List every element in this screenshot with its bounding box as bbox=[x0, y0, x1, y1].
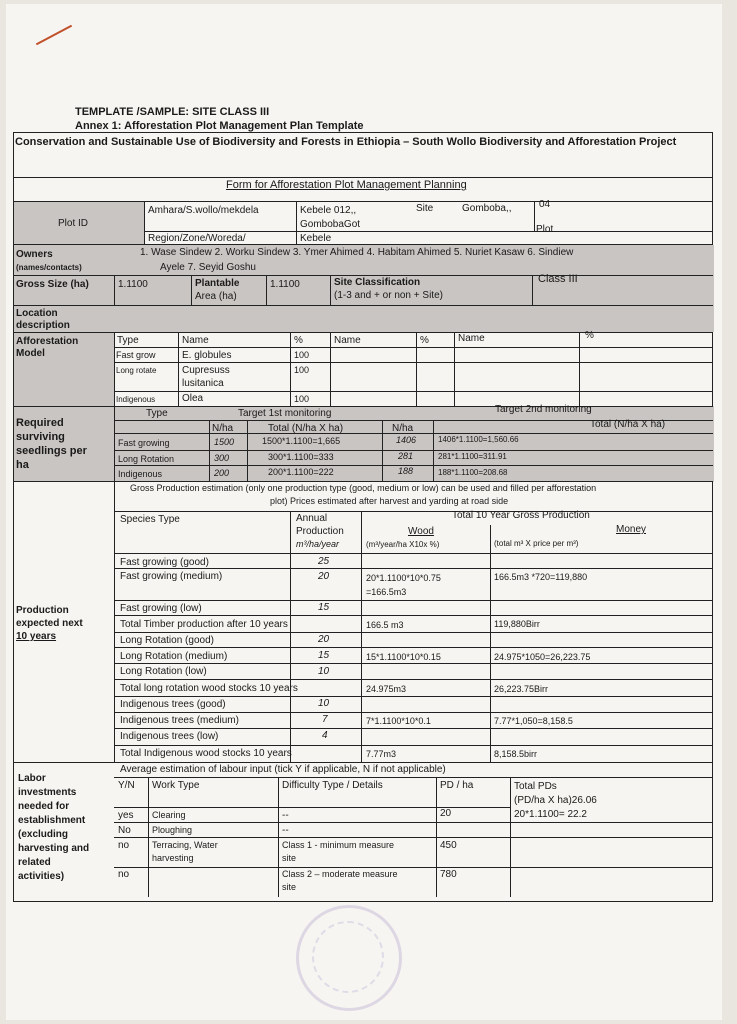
plot-site-label: Site bbox=[416, 203, 434, 214]
labor-label-7: related bbox=[18, 857, 51, 868]
owners-line2: Ayele 7. Seyid Goshu bbox=[160, 262, 256, 273]
required-label-3: seedlings per bbox=[16, 445, 87, 457]
rule bbox=[14, 762, 713, 763]
rule bbox=[114, 712, 713, 713]
labor-label-8: activities) bbox=[18, 871, 65, 882]
production-annual: 20 bbox=[318, 634, 330, 645]
production-row: Indigenous trees (good) bbox=[120, 699, 226, 710]
production-label-3: 10 years bbox=[16, 631, 57, 642]
production-money: 166.5m3 *720=119,880 bbox=[494, 572, 588, 582]
rule bbox=[14, 332, 713, 333]
annex-heading: Annex 1: Afforestation Plot Management Plan Template bbox=[75, 120, 364, 132]
rule bbox=[114, 632, 713, 633]
rule bbox=[114, 553, 713, 554]
species-header: Species Type bbox=[120, 514, 180, 525]
rule bbox=[191, 275, 192, 305]
labor-yn: No bbox=[118, 825, 131, 836]
rule bbox=[114, 867, 713, 868]
plot-kebele: Kebele 012,, bbox=[300, 205, 357, 216]
required-t2: 188*1.1100=208.68 bbox=[438, 468, 508, 477]
model-name: Cupresuss bbox=[182, 365, 230, 376]
production-money: 24.975*1050=26,223.75 bbox=[494, 652, 591, 662]
total-header: Total (N/ha X ha) bbox=[268, 423, 344, 434]
gross-value: 1.1100 bbox=[118, 279, 148, 290]
rule bbox=[490, 525, 491, 762]
rule bbox=[454, 332, 455, 406]
production-row: Long Rotation (low) bbox=[120, 666, 207, 677]
rule bbox=[14, 275, 713, 276]
labor-pd: 780 bbox=[440, 869, 457, 880]
production-wood: 7.77m3 bbox=[366, 749, 397, 759]
rule bbox=[14, 481, 713, 482]
model-name-cont: lusitanica bbox=[182, 378, 224, 389]
required-t1: 300*1.1100=333 bbox=[268, 452, 334, 462]
required-label-2: surviving bbox=[16, 431, 65, 443]
plantable-label: Plantable bbox=[195, 278, 240, 289]
required-label-4: ha bbox=[16, 459, 29, 471]
rule bbox=[290, 332, 291, 406]
site-class-label: Site Classification bbox=[334, 277, 421, 288]
required-label-1: Required bbox=[16, 417, 64, 429]
rule bbox=[209, 420, 210, 481]
rule bbox=[114, 728, 713, 729]
production-label-1: Production bbox=[16, 605, 69, 616]
nha-header: N/ha bbox=[212, 423, 234, 434]
labor-yn: yes bbox=[118, 810, 134, 821]
labor-total-formula: (PD/ha X ha)26.06 bbox=[514, 795, 597, 806]
production-note-2: plot) Prices estimated after harvest and yarding at road side bbox=[270, 496, 509, 506]
required-n1: 1500 bbox=[214, 437, 235, 447]
model-type: Long rotate bbox=[116, 366, 157, 375]
labor-label-6: harvesting and bbox=[18, 843, 90, 854]
shade-location bbox=[14, 305, 714, 332]
required-t2: 281*1.1100=311.91 bbox=[438, 452, 507, 461]
model-col-pct-3: % bbox=[585, 330, 594, 341]
labor-label-1: Labor bbox=[18, 773, 46, 784]
plot-number: 04 bbox=[539, 199, 551, 210]
nha-header-2: N/ha bbox=[392, 423, 414, 434]
production-wood: 166.5 m3 bbox=[366, 620, 404, 630]
labor-label-2: investments bbox=[18, 787, 77, 798]
plot-location-label: Region/Zone/Woreda/ bbox=[148, 233, 246, 244]
production-row: Indigenous trees (low) bbox=[120, 731, 219, 742]
target1-header: Target 1st monitoring bbox=[238, 408, 332, 419]
required-t1: 1500*1.1100=1,665 bbox=[262, 436, 341, 446]
required-t2: 1406*1.1100=1,560.66 bbox=[438, 435, 519, 444]
plot-kebele-label: Kebele bbox=[300, 233, 332, 244]
rule bbox=[114, 615, 713, 616]
labor-difficulty: Class 1 - minimum measure bbox=[282, 840, 395, 850]
rule bbox=[114, 450, 713, 451]
production-annual: 15 bbox=[318, 602, 330, 613]
model-type: Indigenous bbox=[116, 395, 156, 404]
required-type-header: Type bbox=[146, 408, 168, 419]
rule bbox=[579, 332, 580, 406]
labor-total-value: 20*1.1100= 22.2 bbox=[514, 809, 587, 820]
production-wood: 20*1.1100*10*0.75 bbox=[366, 573, 441, 583]
rule bbox=[114, 568, 713, 569]
rule bbox=[278, 777, 279, 897]
rule bbox=[433, 420, 434, 481]
plantable-unit: Area (ha) bbox=[195, 291, 237, 302]
rule bbox=[114, 837, 713, 838]
labor-work: Terracing, Water bbox=[152, 840, 218, 850]
site-class-value: Class III bbox=[538, 273, 578, 285]
required-n2: 281 bbox=[398, 451, 414, 461]
rule bbox=[114, 362, 713, 363]
labor-pd: 450 bbox=[440, 840, 457, 851]
rule bbox=[114, 822, 713, 823]
labor-label-4: establishment bbox=[18, 815, 86, 826]
production-annual: 20 bbox=[318, 571, 330, 582]
production-label-2: expected next bbox=[16, 618, 83, 629]
labor-difficulty-header: Difficulty Type / Details bbox=[282, 780, 383, 791]
labor-difficulty-cont: site bbox=[282, 882, 297, 892]
rule bbox=[361, 511, 362, 762]
labor-total-header: Total PDs bbox=[514, 781, 557, 792]
annual-unit: m³/ha/year bbox=[296, 539, 340, 549]
rule bbox=[382, 420, 383, 481]
rule bbox=[114, 777, 713, 778]
wood-unit: (m³/year/ha X10x %) bbox=[366, 540, 440, 549]
rule bbox=[114, 647, 713, 648]
rule bbox=[114, 347, 713, 348]
labor-work-header: Work Type bbox=[152, 780, 200, 791]
production-row: Fast growing (medium) bbox=[120, 571, 223, 582]
rule bbox=[114, 433, 713, 434]
owners-line1: 1. Wase Sindew 2. Worku Sindew 3. Ymer Ahimed 4. Habitam Ahimed 5. Nuriet Kasaw 6. Sindiew bbox=[140, 247, 574, 258]
rule bbox=[296, 201, 297, 244]
labor-yn-header: Y/N bbox=[118, 780, 135, 791]
plantable-value: 1.1100 bbox=[270, 279, 300, 290]
rule bbox=[114, 332, 115, 762]
annual-header: Annual bbox=[296, 513, 328, 524]
production-total-row: Total Indigenous wood stocks 10 years bbox=[120, 748, 292, 759]
required-type: Long Rotation bbox=[118, 454, 175, 464]
production-row: Fast growing (good) bbox=[120, 557, 209, 568]
labor-label-5: (excluding bbox=[18, 829, 69, 840]
rule bbox=[330, 332, 331, 406]
production-annual: 10 bbox=[318, 666, 330, 677]
labor-difficulty: -- bbox=[282, 810, 289, 821]
rule bbox=[532, 275, 533, 305]
rule bbox=[14, 201, 713, 202]
model-label2: Model bbox=[16, 348, 45, 359]
model-label: Afforestation bbox=[16, 336, 79, 347]
production-total-row: Total long rotation wood stocks 10 years bbox=[120, 683, 298, 694]
rule bbox=[114, 391, 713, 392]
required-n1: 200 bbox=[214, 468, 230, 478]
labor-difficulty: Class 2 – moderate measure bbox=[282, 869, 398, 879]
target2-header: Target 2nd monitoring bbox=[495, 404, 592, 415]
rule bbox=[144, 231, 713, 232]
rule bbox=[247, 420, 248, 481]
required-t1: 200*1.1100=222 bbox=[268, 467, 334, 477]
rule bbox=[114, 679, 713, 680]
production-money: 7.77*1,050=8,158.5 bbox=[494, 716, 573, 726]
money-header: Money bbox=[616, 524, 647, 535]
model-type: Fast grow bbox=[116, 350, 156, 360]
labor-yn: no bbox=[118, 869, 130, 880]
rule bbox=[144, 201, 145, 244]
location-label2: description bbox=[16, 320, 70, 331]
production-wood: 15*1.1100*10*0.15 bbox=[366, 652, 441, 662]
production-row: Long Rotation (good) bbox=[120, 635, 214, 646]
rule bbox=[114, 465, 713, 466]
annual-header-2: Production bbox=[296, 526, 344, 537]
labor-difficulty-cont: site bbox=[282, 853, 297, 863]
production-money: 119,880Birr bbox=[494, 619, 540, 629]
model-pct: 100 bbox=[294, 394, 310, 404]
production-row: Long Rotation (medium) bbox=[120, 651, 228, 662]
required-n1: 300 bbox=[214, 453, 230, 463]
production-total-row: Total Timber production after 10 years bbox=[120, 619, 288, 630]
labor-difficulty: -- bbox=[282, 825, 289, 836]
labor-pdha-header: PD / ha bbox=[440, 780, 474, 791]
model-col-name-2: Name bbox=[334, 335, 361, 346]
production-wood-2: =166.5m3 bbox=[366, 587, 407, 597]
production-note-1: Gross Production estimation (only one production type (good, medium or low) can be used and filled per afforestation bbox=[130, 483, 597, 493]
labor-note: Average estimation of labour input (tick Y if applicable, N if not applicable) bbox=[120, 764, 446, 775]
production-wood: 7*1.1100*10*0.1 bbox=[366, 716, 431, 726]
rule bbox=[290, 511, 291, 762]
official-stamp-inner bbox=[312, 921, 384, 993]
wood-header: Wood bbox=[408, 526, 434, 537]
production-money: 26,223.75Birr bbox=[494, 684, 549, 694]
rule bbox=[436, 777, 437, 897]
plot-kebele-name: GombobaGot bbox=[300, 219, 361, 230]
labor-pd: 20 bbox=[440, 808, 452, 819]
rule bbox=[114, 745, 713, 746]
production-annual: 15 bbox=[318, 650, 330, 661]
production-row: Fast growing (low) bbox=[120, 603, 202, 614]
labor-yn: no bbox=[118, 840, 130, 851]
rule bbox=[114, 275, 115, 305]
model-col-pct-2: % bbox=[420, 335, 429, 346]
rule bbox=[148, 777, 149, 897]
rule bbox=[330, 275, 331, 305]
money-unit: (total m³ X price per m³) bbox=[494, 539, 579, 548]
gross-label: Gross Size (ha) bbox=[16, 279, 89, 290]
plot-id-label: Plot ID bbox=[58, 218, 89, 229]
labor-label-3: needed for bbox=[18, 801, 70, 812]
required-type: Indigenous bbox=[118, 469, 163, 479]
model-col-pct: % bbox=[294, 335, 303, 346]
model-pct: 100 bbox=[294, 365, 310, 375]
rule bbox=[114, 511, 713, 512]
rule bbox=[510, 777, 511, 897]
labor-work: Clearing bbox=[152, 810, 186, 820]
rule bbox=[114, 696, 713, 697]
rule bbox=[416, 332, 417, 406]
production-money: 8,158.5birr bbox=[494, 749, 538, 759]
rule bbox=[114, 663, 713, 664]
form-title: Form for Afforestation Plot Management Planning bbox=[226, 179, 467, 191]
template-heading: TEMPLATE /SAMPLE: SITE CLASS III bbox=[75, 106, 270, 118]
rule bbox=[14, 177, 713, 178]
model-col-name-3: Name bbox=[458, 333, 485, 344]
production-annual: 7 bbox=[322, 714, 328, 725]
model-col-name: Name bbox=[182, 335, 209, 346]
owners-sublabel: (names/contacts) bbox=[16, 263, 82, 272]
owners-label: Owners bbox=[16, 249, 53, 260]
plot-location: Amhara/S.wollo/mekdela bbox=[148, 205, 259, 216]
production-annual: 4 bbox=[322, 730, 328, 741]
required-type: Fast growing bbox=[118, 438, 170, 448]
site-class-sublabel: (1-3 and + or non + Site) bbox=[334, 290, 443, 301]
production-annual: 10 bbox=[318, 698, 330, 709]
production-annual: 25 bbox=[318, 556, 330, 567]
model-name: Olea bbox=[182, 393, 204, 404]
model-pct: 100 bbox=[294, 350, 310, 360]
rule bbox=[114, 600, 713, 601]
rule bbox=[178, 332, 179, 406]
plot-site: Gomboba,, bbox=[462, 203, 512, 214]
rule bbox=[266, 275, 267, 305]
labor-work: Ploughing bbox=[152, 825, 193, 835]
rule bbox=[14, 406, 713, 407]
total10-header: Total 10 Year Gross Production bbox=[452, 510, 590, 521]
model-name: E. globules bbox=[182, 350, 232, 361]
project-title: Conservation and Sustainable Use of Biodiversity and Forests in Ethiopia – South Wollo Biodiversity and Afforestation Project bbox=[15, 136, 677, 148]
required-n2: 188 bbox=[398, 466, 414, 476]
production-row: Indigenous trees (medium) bbox=[120, 715, 239, 726]
rule bbox=[14, 244, 713, 245]
production-wood: 24.975m3 bbox=[366, 684, 407, 694]
model-col-type: Type bbox=[117, 335, 139, 346]
labor-work-cont: harvesting bbox=[152, 853, 194, 863]
rule bbox=[14, 305, 713, 306]
rule bbox=[534, 201, 535, 232]
location-label: Location bbox=[16, 308, 58, 319]
plot-number-label: Plot bbox=[536, 224, 554, 235]
required-n2: 1406 bbox=[396, 435, 417, 445]
total-header-2: Total (N/ha X ha) bbox=[590, 419, 666, 430]
